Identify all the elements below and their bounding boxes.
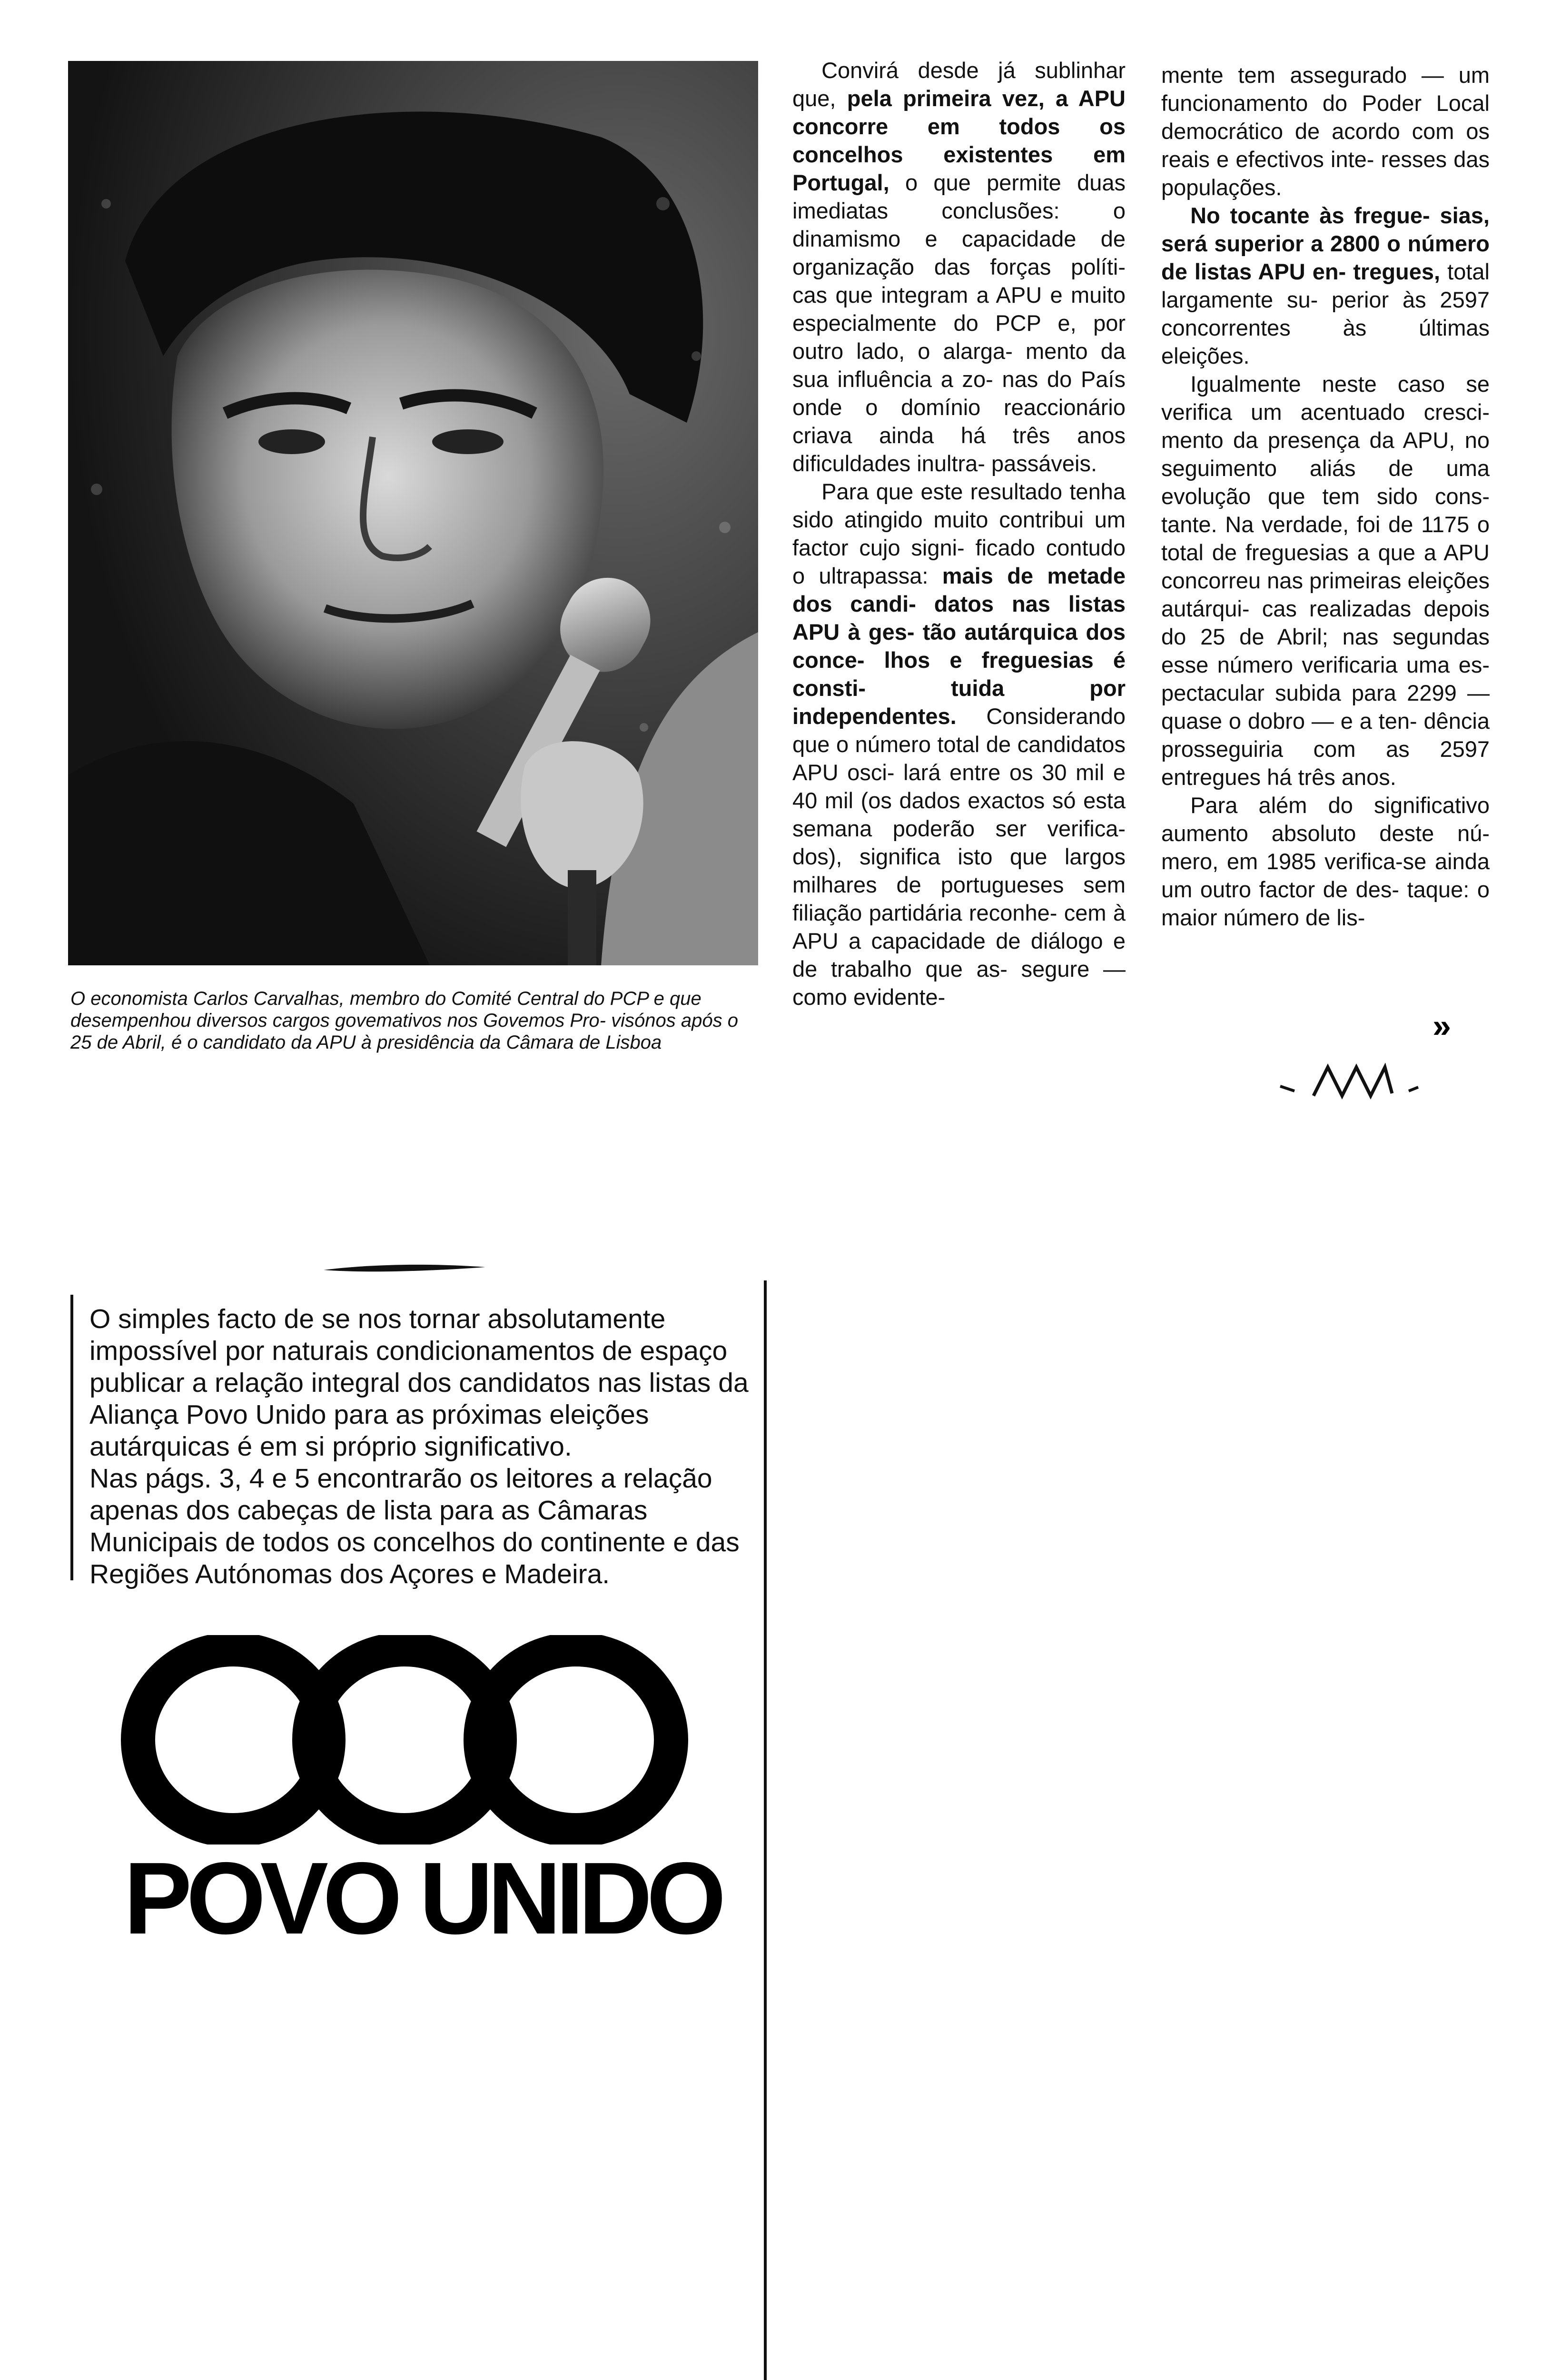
- text-run: Convirá desde já sublinhar que,: [792, 58, 1126, 111]
- divider-ornament: [324, 1260, 485, 1277]
- notice-paragraph: Nas págs. 3, 4 e 5 encontrarão os leitores a relação apenas dos cabeças de lista para as Câmaras Municipais de todos os concelhos do continente e das Regiões Autónomas dos Açores e Madeira.: [89, 1463, 740, 1589]
- text-run: Considerando que o número total de candidatos APU osci- lará entre os 30 mil e 40 mil (os dados exactos só esta semana poderão ser verifica- dos), significa isto que largos milhares de portugueses sem filiação partidária reconhe- cem à APU a capacidade de diálogo e de trabalho que as- segure — como evidente-: [792, 704, 1126, 1010]
- photo-caption: O economista Carlos Carvalhas, membro do Comité Central do PCP e que desempenhou diversos cargos govemativos nos Govemos Pro- visónos após o 25 de Abril, é o candidato da APU à presidência da Câmara de Lisboa: [70, 988, 738, 1053]
- paragraph: [1161, 201, 1490, 370]
- paragraph: mente tem assegurado — um funcionamento do Poder Local democrático de acordo com os reais e efectivos inte- resses das populações.: [1161, 62, 1490, 200]
- notice-text: [89, 1303, 765, 1590]
- text-run: o que permite duas imediatas conclusões: o dinamismo e capacidade de organização das forças políti- cas que integram a APU e muito especialmente do PCP e, por outro lado, o alarga- mento da sua influência a zo- nas do País onde o domínio reaccionário criava ainda há três anos dificuldades inultra- passáveis.: [792, 170, 1126, 476]
- povo-unido-logo-rings: [119, 1635, 690, 1847]
- highlight-text: pela primeira vez, a APU concorre em todos os concelhos existentes em Portugal,: [792, 86, 1126, 195]
- paragraph: Igualmente neste caso se verifica um acentuado cresci- mento da presença da APU, no seguimento aliás de uma evolução que tem sido cons- tante. Na verdade, foi de 1175 o total de freguesias a que a APU concorreu nas primeiras eleições autárqui- cas realizadas depois do 25 de Abril; nas segundas esse número verificaria uma es- pectacular subida para 2299 — quase o dobro — e a ten- dência prosseguiria com as 2597 entregues há três anos.: [1161, 371, 1490, 790]
- box-rule-left: [70, 1295, 73, 1580]
- highlight-text: mais de metade dos candi- datos nas listas APU à ges- tão autárquica dos conce- lhos e freguesias é consti- tuida por independentes.: [792, 563, 1126, 729]
- notice-paragraph: O simples facto de se nos tornar absolutamente impossível por naturais condicionamentos de espaço publicar a relação integral dos candidatos nas listas da Aliança Povo Unido para as próximas eleições autárquicas é em si próprio significativo.: [89, 1304, 749, 1462]
- scribble-mark: [1275, 1058, 1428, 1103]
- paragraph: Para além do significativo aumento absoluto deste nú- mero, em 1985 verifica-se ainda um outro factor de des- taque: o maior número de lis-: [1161, 793, 1490, 930]
- continue-marker: »: [1433, 1007, 1451, 1044]
- article-column-2: [792, 56, 1126, 1011]
- text-run: Para que este resultado tenha sido atingido muito contribui um factor cujo signi- ficado contudo o ultrapassa:: [792, 479, 1126, 588]
- text-run: total largamente su- perior às 2597 concorrentes às últimas eleições.: [1161, 259, 1490, 368]
- paragraph: [792, 477, 1126, 1011]
- candidate-photo: [68, 61, 758, 965]
- highlight-text: No tocante às fregue- sias, será superior a 2800 o número de listas APU en- tregues,: [1161, 203, 1490, 284]
- article-column-3: [1161, 61, 1490, 932]
- povo-unido-logo-text: POVO UNIDO: [124, 1841, 721, 1955]
- paragraph: [792, 56, 1126, 477]
